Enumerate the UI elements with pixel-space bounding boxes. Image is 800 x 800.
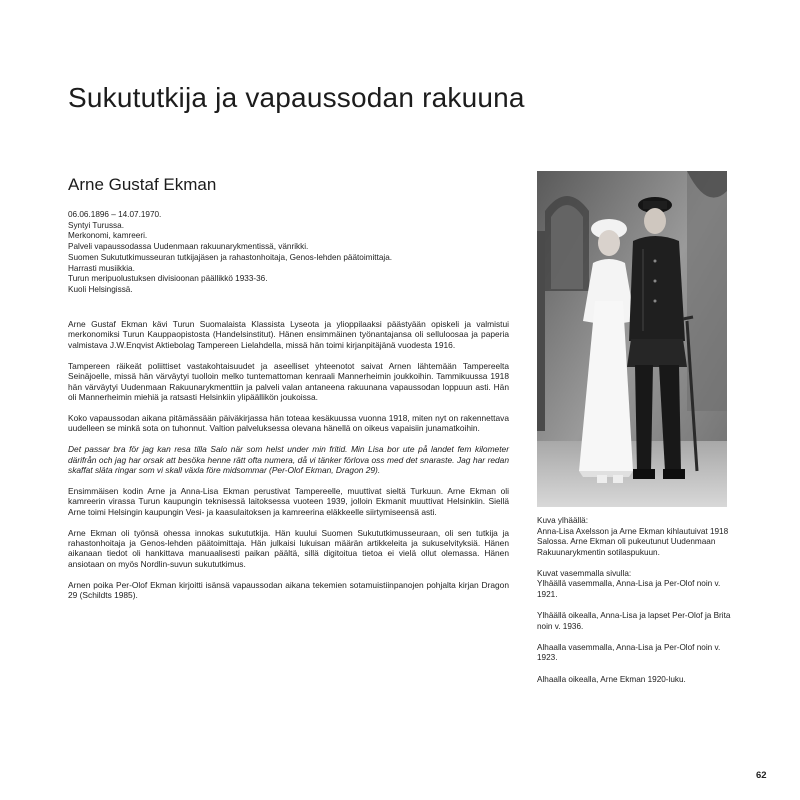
fact-line: Kuoli Helsingissä. — [68, 284, 133, 294]
page-title: Sukututkija ja vapaussodan rakuuna — [68, 82, 525, 113]
diary-quote: Det passar bra för jag kan resa tilla Salo när som helst under min fritid. Min Lisa bor ute på landet fem kilometer därifrån och jag har orsak att besöka henne rätt ofta numera, då vi tänker förlova oss med det snaraste. Jag har redan skaffat släta ringar som vi skall växla före midsommar (Per-Olof Ekman, Dragon 29). — [68, 444, 509, 475]
facts-list — [68, 210, 508, 296]
paragraph: Arnen poika Per-Olof Ekman kirjoitti isänsä vapaussodan aikana tekemien sotamuistiinpanojen pohjalta kirjan Dragon 29 (Schildts 1985). — [68, 579, 509, 601]
fact-line: Merkonomi, kamreeri. — [68, 231, 148, 241]
photo-captions — [537, 516, 737, 696]
paragraph: Arne Ekman oli työnsä ohessa innokas sukututkija. Hän kuului Suomen Sukututkimusseuraan, oli sen tutkija ja rahastonhoitaja ja Genos-lehden päätoimittaja. Hän julkaisi lukuisan määrän artikkeleita ja sukuselvityksiä. Hänen aikanaan tiedot oli hankittava manuaalisesti paikan päältä, sillä digitoitua tietoa ei vielä ollut olemassa. Hänen ansiotaan on myös Nordlin-suvun sukututkimus. — [68, 527, 509, 569]
fact-line: Palveli vapaussodassa Uudenmaan rakuunarykmentissä, vänrikki. — [68, 242, 309, 252]
caption: Alhaalla oikealla, Arne Ekman 1920-luku. — [537, 674, 686, 684]
fact-line: 06.06.1896 – 14.07.1970. — [68, 210, 162, 219]
engagement-photo — [537, 171, 727, 507]
caption: Ylhäällä oikealla, Anna-Lisa ja lapset Per-Olof ja Brita noin v. 1936. — [537, 611, 731, 631]
caption: Kuva ylhäällä: Anna-Lisa Axelsson ja Arne Ekman kihlautuivat 1918 Salossa. Arne Ekman oli pukeutunut Uudenmaan Rakuunarykmentin sotilaspukuun. — [537, 516, 729, 557]
paragraph: Koko vapaussodan aikana pitämässään päiväkirjassa hän toteaa kesäkuussa vuonna 1918, miten nyt on rakennettava uudelleen se minkä sota on tuhonnut. Valtion palveluksessa olevana hänellä on oikeus vapaisiin junamatkoihin. — [68, 412, 509, 434]
paragraph: Ensimmäisen kodin Arne ja Anna-Lisa Ekman perustivat Tampereelle, muuttivat sieltä Turkuun. Arne Ekman oli kamreerin virassa Turun kaupungin teknisessä laitoksessa vuoteen 1939, jolloin Ekmanit muuttivat Helsinkiin. Siellä Arne toimi Helsingin kaupungin Vesi- ja kaasulaitoksen ja kamreerina eläkkeelle siirtymiseensä asti. — [68, 485, 509, 517]
caption: Alhaalla vasemmalla, Anna-Lisa ja Per-Olof noin v. 1923. — [537, 642, 721, 663]
caption: Kuvat vasemmalla sivulla: Ylhäällä vasemmalla, Anna-Lisa ja Per-Olof noin v. 1921. — [537, 568, 721, 600]
fact-line: Harrasti musiikkia. — [68, 263, 135, 273]
fact-line: Suomen Sukututkimusseuran tutkijajäsen ja rahastonhoitaja, Genos-lehden päätoimittaja. — [68, 252, 393, 262]
fact-line: Syntyi Turussa. — [68, 220, 124, 230]
body-text — [68, 319, 509, 611]
paragraph: Tampereen räikeät poliittiset vastakohtaisuudet ja aseelliset yhteenotot saivat Arnen lähtemään Tampereelta Seinäjoelle, missä hän värväytyi tuolloin melko tuntemattoman kenraali Mannerheimin joukkoihin. Tammikuussa 1918 hän värväytyi Uudenmaan Rakuunarykmenttiin ja palveli valan antaneena rakuunana vapaussodan loppuun asti. Hän oli Mannerheimin miehiä ja ratsasti Helsinkiin ylipäällikön joukoissa. — [68, 360, 509, 402]
page-number: 62 — [756, 770, 767, 781]
paragraph: Arne Gustaf Ekman kävi Turun Suomalaista Klassista Lyseota ja ylioppilaaksi päästyään opiskeli ja valmistui merkonomiksi Turun Kauppaopistosta (Handelsinstitut). Hänen ensimmäinen työnantajansa oli selluloosaa ja paperia valmistava J.W.Enqvist Aktiebolag Tampereen Lielahdella, missä hän toimi kirjanpitäjänä vuodesta 1916. — [68, 319, 509, 350]
person-name: Arne Gustaf Ekman — [68, 175, 217, 194]
fact-line: Turun meripuolustuksen divisioonan päällikkö 1933-36. — [68, 274, 268, 284]
